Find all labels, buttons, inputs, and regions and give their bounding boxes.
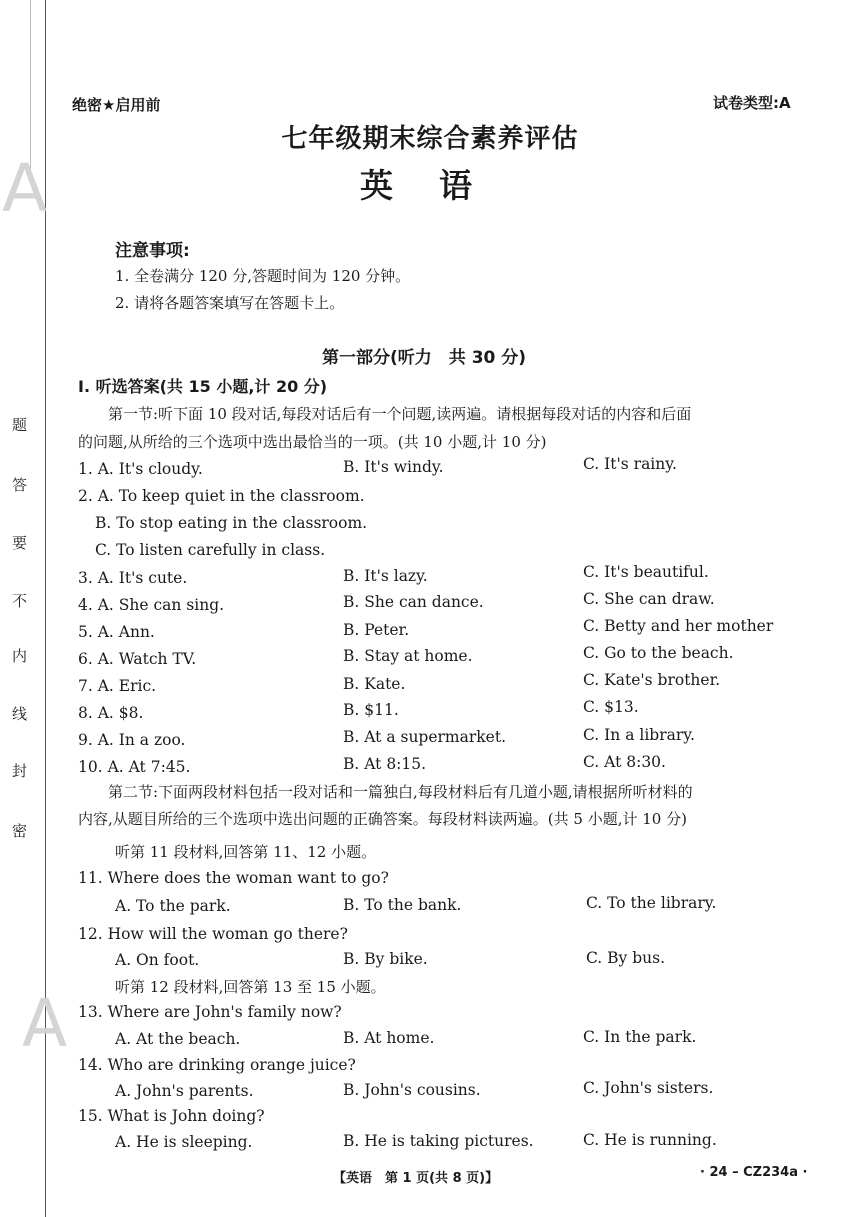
q8-option-b: B. $11. [343,701,399,719]
exam-title: 七年级期末综合素养评估 [281,124,579,154]
secret-label: 绝密★启用前 [72,96,161,114]
q1-option-b: B. It's windy. [343,458,444,476]
q15-option-c: C. He is running. [583,1131,717,1149]
q12-stem: 12. How will the woman go there? [78,925,348,943]
margin-char: 要 [12,534,28,552]
q15-stem: 15. What is John doing? [78,1107,265,1125]
q5-option-a: 5. A. Ann. [78,623,155,641]
q3-option-b: B. It's lazy. [343,567,428,585]
q15-option-a: A. He is sleeping. [115,1133,253,1151]
q11-option-a: A. To the park. [115,897,231,915]
q14-stem: 14. Who are drinking orange juice? [78,1056,356,1074]
section-title: Ⅰ. 听选答案(共 15 小题,计 20 分) [78,377,328,396]
q6-option-a: 6. A. Watch TV. [78,650,197,668]
q4-option-c: C. She can draw. [583,590,715,608]
instruction-line: 第二节:下面两段材料包括一段对话和一篇独白,每段材料后有几道小题,请根据所听材料的 [108,783,693,801]
q7-option-c: C. Kate's brother. [583,671,721,689]
q2-option-b: B. To stop eating in the classroom. [95,514,368,532]
margin-char: 内 [12,647,28,665]
q11-stem: 11. Where does the woman want to go? [78,869,389,887]
q10-option-a: 10. A. At 7:45. [78,758,191,776]
q9-option-c: C. In a library. [583,726,695,744]
q13-option-b: B. At home. [343,1029,435,1047]
margin-char: 题 [12,416,28,434]
note-item: 1. 全卷满分 120 分,答题时间为 120 分钟。 [115,267,411,285]
q8-option-c: C. $13. [583,698,639,716]
watermark-a-icon: A [22,985,68,1062]
q6-option-c: C. Go to the beach. [583,644,734,662]
q11-option-c: C. To the library. [586,894,717,912]
margin-char: 封 [12,762,28,780]
q7-option-b: B. Kate. [343,675,406,693]
notes-heading: 注意事项: [115,241,190,261]
q2-option-a: 2. A. To keep quiet in the classroom. [78,487,365,505]
q12-option-a: A. On foot. [115,951,200,969]
q11-option-b: B. To the bank. [343,896,462,914]
q9-option-b: B. At a supermarket. [343,728,506,746]
q7-option-a: 7. A. Eric. [78,677,157,695]
q8-option-a: 8. A. $8. [78,704,144,722]
q14-option-b: B. John's cousins. [343,1081,481,1099]
margin-char: 答 [12,476,28,494]
paper-type: 试卷类型:A [713,94,791,112]
margin-char: 不 [12,592,28,610]
instruction-line: 第一节:听下面 10 段对话,每段对话后有一个问题,读两遍。请根据每段对话的内容和后面 [108,405,692,423]
page-number: 【英语 第 1 页(共 8 页)】 [333,1171,499,1186]
q5-option-c: C. Betty and her mother [583,617,774,635]
instruction-line: 的问题,从所给的三个选项中选出最恰当的一项。(共 10 小题,计 10 分) [78,433,547,451]
q4-option-a: 4. A. She can sing. [78,596,225,614]
q9-option-a: 9. A. In a zoo. [78,731,186,749]
margin-char: 线 [12,705,28,723]
instruction-line: 内容,从题目所给的三个选项中选出问题的正确答案。每段材料读两遍。(共 5 小题,计 10 分) [78,810,687,828]
material-instruction: 听第 11 段材料,回答第 11、12 小题。 [115,843,377,861]
margin-char: 密 [12,822,28,840]
q2-option-c: C. To listen carefully in class. [95,541,326,559]
q5-option-b: B. Peter. [343,621,410,639]
note-item: 2. 请将各题答案填写在答题卡上。 [115,294,345,312]
q6-option-b: B. Stay at home. [343,647,473,665]
q13-option-c: C. In the park. [583,1028,697,1046]
q14-option-c: C. John's sisters. [583,1079,714,1097]
paper-code: · 24 – CZ234a · [700,1165,808,1180]
q10-option-b: B. At 8:15. [343,755,427,773]
watermark-a-icon: A [2,150,48,227]
q10-option-c: C. At 8:30. [583,753,666,771]
q13-stem: 13. Where are John's family now? [78,1003,342,1021]
part1-title: 第一部分(听力 共 30 分) [322,348,527,368]
q12-option-b: B. By bike. [343,950,428,968]
q12-option-c: C. By bus. [586,949,666,967]
q1-option-c: C. It's rainy. [583,455,677,473]
q4-option-b: B. She can dance. [343,593,484,611]
q13-option-a: A. At the beach. [115,1030,241,1048]
subject-title: 英语 [360,166,518,205]
q3-option-c: C. It's beautiful. [583,563,709,581]
q15-option-b: B. He is taking pictures. [343,1132,534,1150]
material-instruction: 听第 12 段材料,回答第 13 至 15 小题。 [115,978,386,996]
q14-option-a: A. John's parents. [115,1082,254,1100]
q3-option-a: 3. A. It's cute. [78,569,188,587]
q1-option-a: 1. A. It's cloudy. [78,460,203,478]
